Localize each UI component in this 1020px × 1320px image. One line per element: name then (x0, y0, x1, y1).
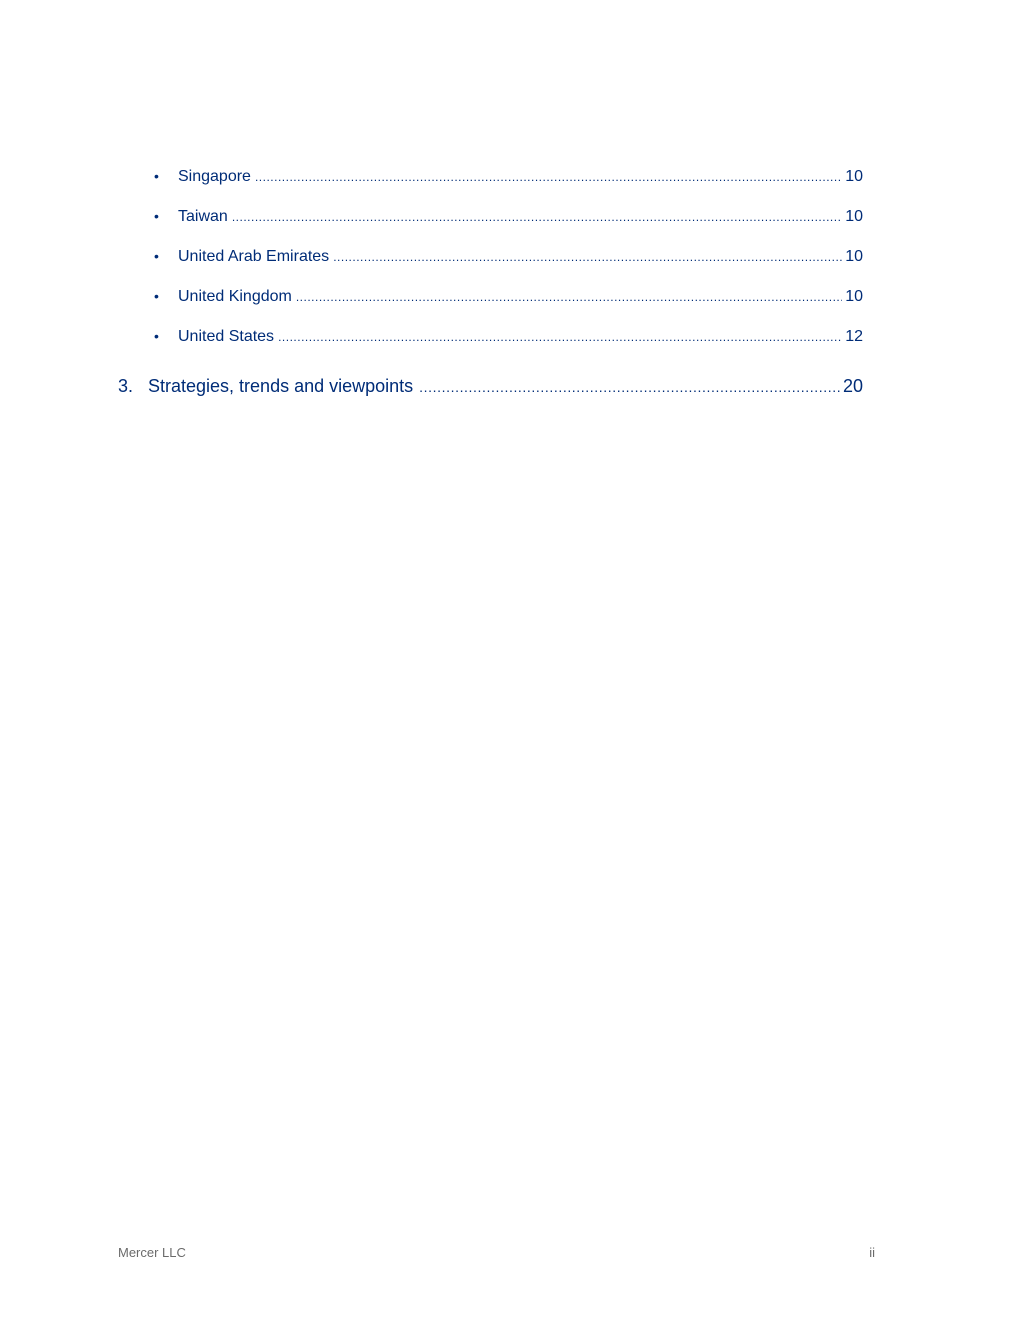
toc-entry-label: United Kingdom (178, 288, 292, 305)
toc-entry-label: United Arab Emirates (178, 248, 330, 265)
toc-entry-page-number: 10 (845, 208, 863, 225)
toc-entry-united-kingdom[interactable] (150, 288, 863, 312)
dot-leader (232, 210, 842, 224)
toc-entry-page-number: 10 (845, 168, 863, 185)
toc-entry-united-arab-emirates[interactable] (150, 248, 863, 272)
toc-entry-taiwan[interactable] (150, 208, 863, 232)
toc-entry-label: Singapore (178, 168, 251, 185)
bullet-icon: • (154, 288, 159, 304)
bullet-icon: • (154, 168, 159, 184)
dot-leader (296, 290, 842, 304)
footer-page-number: ii (869, 1245, 875, 1260)
toc-entry-label: Strategies, trends and viewpoints (148, 376, 414, 396)
bullet-icon: • (154, 248, 159, 264)
footer-company-name: Mercer LLC (118, 1245, 186, 1260)
dot-leader (419, 379, 842, 395)
dot-leader (255, 170, 842, 184)
bullet-icon: • (154, 208, 159, 224)
toc-entry-label: Taiwan (178, 208, 228, 225)
toc-entry-page-number: 10 (845, 248, 863, 265)
toc-entry-singapore[interactable] (150, 168, 863, 192)
toc-entry-page-number: 12 (845, 328, 863, 345)
toc-entry-label: United States (178, 328, 275, 345)
section-number: 3. (118, 376, 134, 396)
dot-leader (333, 250, 842, 264)
toc-entry-united-states[interactable] (150, 328, 863, 352)
dot-leader (278, 330, 842, 344)
toc-entry-page-number: 20 (842, 376, 863, 396)
toc-entry-strategies-trends-viewpoints[interactable] (118, 376, 863, 402)
bullet-icon: • (154, 328, 159, 344)
toc-entry-page-number: 10 (845, 288, 863, 305)
